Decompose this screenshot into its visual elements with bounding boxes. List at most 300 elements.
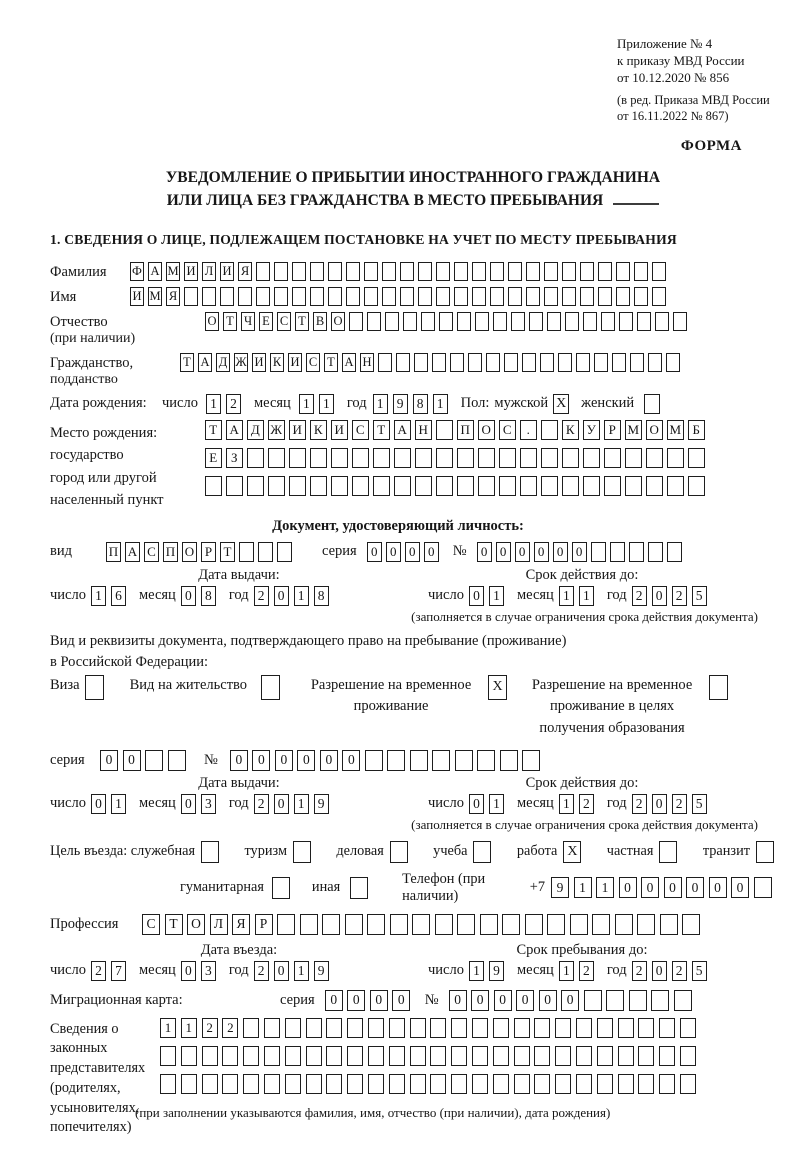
cell-box[interactable] bbox=[638, 1074, 654, 1094]
cell-box[interactable]: 0 bbox=[449, 990, 467, 1011]
cell-box[interactable] bbox=[349, 312, 363, 331]
cell-box[interactable]: 0 bbox=[534, 542, 549, 562]
cell-box[interactable]: И bbox=[184, 262, 198, 281]
cell-box[interactable] bbox=[385, 312, 399, 331]
cell-box[interactable] bbox=[646, 476, 663, 496]
cell-box[interactable] bbox=[648, 353, 662, 372]
cell-box[interactable]: 1 bbox=[206, 394, 221, 414]
cell-box[interactable] bbox=[331, 476, 348, 496]
cell-box[interactable] bbox=[625, 476, 642, 496]
cell-box[interactable] bbox=[591, 542, 606, 562]
cell-box[interactable] bbox=[534, 1046, 550, 1066]
cell-box[interactable] bbox=[300, 914, 318, 935]
birthplace-cells-row3[interactable] bbox=[205, 476, 709, 496]
cell-box[interactable]: 3 bbox=[201, 794, 216, 814]
cell-box[interactable]: А bbox=[198, 353, 212, 372]
cell-box[interactable]: Т bbox=[223, 312, 237, 331]
cell-box[interactable] bbox=[534, 1018, 550, 1038]
residence-series-cells[interactable] bbox=[100, 750, 190, 771]
cell-box[interactable]: 2 bbox=[672, 586, 687, 606]
stay-year-cells[interactable] bbox=[632, 961, 712, 981]
surname-cells[interactable] bbox=[130, 262, 670, 281]
cell-box[interactable]: О bbox=[187, 914, 205, 935]
cell-box[interactable] bbox=[565, 312, 579, 331]
cell-box[interactable] bbox=[562, 262, 576, 281]
cell-box[interactable] bbox=[499, 476, 516, 496]
cell-box[interactable] bbox=[472, 1074, 488, 1094]
cell-box[interactable] bbox=[285, 1074, 301, 1094]
cell-box[interactable]: 0 bbox=[664, 877, 682, 898]
cell-box[interactable] bbox=[394, 476, 411, 496]
cell-box[interactable] bbox=[268, 476, 285, 496]
cell-box[interactable] bbox=[382, 287, 396, 306]
cell-box[interactable]: С bbox=[499, 420, 516, 440]
cell-box[interactable] bbox=[455, 750, 473, 771]
cell-box[interactable] bbox=[629, 990, 647, 1011]
cell-box[interactable] bbox=[562, 448, 579, 468]
cell-box[interactable] bbox=[584, 990, 602, 1011]
cell-box[interactable]: И bbox=[130, 287, 144, 306]
cell-box[interactable]: О bbox=[331, 312, 345, 331]
cell-box[interactable]: 0 bbox=[181, 794, 196, 814]
cell-box[interactable] bbox=[576, 1074, 592, 1094]
cell-box[interactable] bbox=[415, 476, 432, 496]
issue-month-cells[interactable] bbox=[181, 586, 221, 606]
cell-box[interactable]: П bbox=[457, 420, 474, 440]
cell-box[interactable] bbox=[529, 312, 543, 331]
cell-box[interactable]: Л bbox=[202, 262, 216, 281]
cell-box[interactable]: 5 bbox=[692, 961, 707, 981]
cell-box[interactable] bbox=[368, 1018, 384, 1038]
cell-box[interactable]: Ф bbox=[130, 262, 144, 281]
cell-box[interactable]: 8 bbox=[314, 586, 329, 606]
cell-box[interactable] bbox=[435, 914, 453, 935]
cell-box[interactable]: А bbox=[226, 420, 243, 440]
cell-box[interactable]: А bbox=[394, 420, 411, 440]
birth-month-cells[interactable] bbox=[299, 394, 339, 414]
cell-box[interactable] bbox=[258, 542, 273, 562]
cell-box[interactable] bbox=[328, 262, 342, 281]
cell-box[interactable] bbox=[486, 353, 500, 372]
cell-box[interactable]: В bbox=[313, 312, 327, 331]
cell-box[interactable]: О bbox=[182, 542, 197, 562]
cell-box[interactable] bbox=[457, 914, 475, 935]
cell-box[interactable]: 9 bbox=[314, 961, 329, 981]
cell-box[interactable] bbox=[389, 1046, 405, 1066]
cell-box[interactable]: Д bbox=[216, 353, 230, 372]
cell-box[interactable] bbox=[436, 448, 453, 468]
cell-box[interactable] bbox=[243, 1046, 259, 1066]
cell-box[interactable]: 0 bbox=[477, 542, 492, 562]
cell-box[interactable]: 0 bbox=[392, 990, 410, 1011]
cell-box[interactable]: 2 bbox=[226, 394, 241, 414]
cell-box[interactable] bbox=[500, 750, 518, 771]
cell-box[interactable] bbox=[667, 476, 684, 496]
cell-box[interactable]: Ж bbox=[268, 420, 285, 440]
cell-box[interactable] bbox=[592, 914, 610, 935]
cell-box[interactable] bbox=[580, 262, 594, 281]
valid-day-cells[interactable] bbox=[469, 586, 509, 606]
cell-box[interactable] bbox=[373, 448, 390, 468]
cell-box[interactable] bbox=[289, 448, 306, 468]
cell-box[interactable]: 1 bbox=[433, 394, 448, 414]
cell-box[interactable]: Т bbox=[324, 353, 338, 372]
cell-box[interactable]: 0 bbox=[539, 990, 557, 1011]
cell-box[interactable] bbox=[646, 448, 663, 468]
representatives-cells-row1[interactable] bbox=[160, 1018, 701, 1038]
cell-box[interactable] bbox=[347, 1074, 363, 1094]
cell-box[interactable]: 0 bbox=[252, 750, 270, 771]
cell-box[interactable] bbox=[310, 476, 327, 496]
cell-box[interactable]: 1 bbox=[294, 961, 309, 981]
birthplace-cells-row1[interactable] bbox=[205, 420, 709, 440]
cell-box[interactable]: 0 bbox=[516, 990, 534, 1011]
cell-box[interactable]: 1 bbox=[574, 877, 592, 898]
purpose-transit-checkbox[interactable] bbox=[756, 841, 774, 863]
issue-year-cells[interactable] bbox=[254, 586, 334, 606]
cell-box[interactable] bbox=[368, 1074, 384, 1094]
cell-box[interactable] bbox=[368, 1046, 384, 1066]
cell-box[interactable] bbox=[666, 353, 680, 372]
cell-box[interactable] bbox=[292, 287, 306, 306]
cell-box[interactable]: З bbox=[226, 448, 243, 468]
cell-box[interactable]: 0 bbox=[181, 586, 196, 606]
cell-box[interactable] bbox=[688, 448, 705, 468]
cell-box[interactable]: П bbox=[163, 542, 178, 562]
cell-box[interactable] bbox=[638, 1046, 654, 1066]
cell-box[interactable]: С bbox=[277, 312, 291, 331]
cell-box[interactable]: 2 bbox=[672, 794, 687, 814]
cell-box[interactable]: 0 bbox=[274, 586, 289, 606]
cell-box[interactable]: 2 bbox=[579, 961, 594, 981]
cell-box[interactable]: Е bbox=[205, 448, 222, 468]
cell-box[interactable] bbox=[239, 542, 254, 562]
cell-box[interactable]: 1 bbox=[596, 877, 614, 898]
cell-box[interactable]: 0 bbox=[181, 961, 196, 981]
cell-box[interactable] bbox=[504, 353, 518, 372]
cell-box[interactable]: Т bbox=[205, 420, 222, 440]
cell-box[interactable] bbox=[432, 750, 450, 771]
entry-year-cells[interactable] bbox=[254, 961, 334, 981]
cell-box[interactable] bbox=[558, 353, 572, 372]
stay-day-cells[interactable] bbox=[469, 961, 509, 981]
cell-box[interactable] bbox=[597, 1074, 613, 1094]
cell-box[interactable] bbox=[418, 287, 432, 306]
valid-year-cells[interactable] bbox=[632, 586, 712, 606]
cell-box[interactable] bbox=[655, 312, 669, 331]
cell-box[interactable] bbox=[264, 1074, 280, 1094]
cell-box[interactable] bbox=[432, 353, 446, 372]
cell-box[interactable]: 1 bbox=[559, 961, 574, 981]
res-issue-year-cells[interactable] bbox=[254, 794, 334, 814]
cell-box[interactable] bbox=[436, 476, 453, 496]
cell-box[interactable]: 1 bbox=[373, 394, 388, 414]
cell-box[interactable] bbox=[477, 750, 495, 771]
cell-box[interactable]: 0 bbox=[274, 961, 289, 981]
cell-box[interactable] bbox=[181, 1046, 197, 1066]
cell-box[interactable] bbox=[451, 1046, 467, 1066]
cell-box[interactable] bbox=[522, 353, 536, 372]
cell-box[interactable] bbox=[472, 262, 486, 281]
cell-box[interactable] bbox=[451, 1074, 467, 1094]
cell-box[interactable]: 2 bbox=[202, 1018, 218, 1038]
cell-box[interactable]: 1 bbox=[160, 1018, 176, 1038]
cell-box[interactable] bbox=[674, 990, 692, 1011]
cell-box[interactable] bbox=[472, 1018, 488, 1038]
cell-box[interactable]: 1 bbox=[91, 586, 106, 606]
cell-box[interactable] bbox=[667, 448, 684, 468]
cell-box[interactable]: 0 bbox=[641, 877, 659, 898]
cell-box[interactable]: 2 bbox=[632, 961, 647, 981]
cell-box[interactable]: И bbox=[288, 353, 302, 372]
cell-box[interactable] bbox=[306, 1018, 322, 1038]
cell-box[interactable] bbox=[583, 312, 597, 331]
cell-box[interactable]: 2 bbox=[254, 794, 269, 814]
cell-box[interactable]: 0 bbox=[494, 990, 512, 1011]
cell-box[interactable] bbox=[160, 1046, 176, 1066]
cell-box[interactable]: 9 bbox=[551, 877, 569, 898]
cell-box[interactable] bbox=[659, 1046, 675, 1066]
phone-cells[interactable] bbox=[551, 877, 776, 898]
cell-box[interactable]: 0 bbox=[469, 586, 484, 606]
cell-box[interactable] bbox=[478, 448, 495, 468]
cell-box[interactable]: С bbox=[142, 914, 160, 935]
profession-cells[interactable] bbox=[142, 914, 705, 935]
cell-box[interactable] bbox=[346, 262, 360, 281]
patronymic-cells[interactable] bbox=[205, 312, 691, 331]
cell-box[interactable] bbox=[439, 312, 453, 331]
cell-box[interactable]: Н bbox=[360, 353, 374, 372]
cell-box[interactable] bbox=[347, 1018, 363, 1038]
cell-box[interactable]: Р bbox=[255, 914, 273, 935]
cell-box[interactable] bbox=[490, 262, 504, 281]
res-valid-month-cells[interactable] bbox=[559, 794, 599, 814]
cell-box[interactable] bbox=[274, 262, 288, 281]
cell-box[interactable] bbox=[625, 448, 642, 468]
cell-box[interactable]: 0 bbox=[652, 586, 667, 606]
cell-box[interactable] bbox=[310, 448, 327, 468]
residence-number-cells[interactable] bbox=[230, 750, 545, 771]
res-valid-year-cells[interactable] bbox=[632, 794, 712, 814]
cell-box[interactable]: 1 bbox=[489, 586, 504, 606]
cell-box[interactable]: 9 bbox=[489, 961, 504, 981]
cell-box[interactable] bbox=[367, 312, 381, 331]
purpose-work-checkbox[interactable]: X bbox=[563, 841, 581, 863]
cell-box[interactable] bbox=[601, 312, 615, 331]
cell-box[interactable] bbox=[346, 287, 360, 306]
cell-box[interactable]: 1 bbox=[489, 794, 504, 814]
cell-box[interactable] bbox=[493, 312, 507, 331]
res-valid-day-cells[interactable] bbox=[469, 794, 509, 814]
cell-box[interactable]: 1 bbox=[181, 1018, 197, 1038]
cell-box[interactable] bbox=[604, 448, 621, 468]
cell-box[interactable] bbox=[264, 1046, 280, 1066]
cell-box[interactable] bbox=[652, 262, 666, 281]
cell-box[interactable]: 0 bbox=[471, 990, 489, 1011]
cell-box[interactable] bbox=[652, 287, 666, 306]
cell-box[interactable] bbox=[306, 1074, 322, 1094]
cell-box[interactable]: 0 bbox=[370, 990, 388, 1011]
cell-box[interactable]: 0 bbox=[572, 542, 587, 562]
citizenship-cells[interactable] bbox=[180, 353, 684, 372]
cell-box[interactable] bbox=[378, 353, 392, 372]
cell-box[interactable]: 2 bbox=[254, 961, 269, 981]
cell-box[interactable] bbox=[544, 287, 558, 306]
cell-box[interactable] bbox=[306, 1046, 322, 1066]
cell-box[interactable] bbox=[514, 1074, 530, 1094]
cell-box[interactable] bbox=[247, 476, 264, 496]
cell-box[interactable] bbox=[364, 262, 378, 281]
cell-box[interactable]: М bbox=[625, 420, 642, 440]
cell-box[interactable] bbox=[541, 420, 558, 440]
cell-box[interactable]: Р bbox=[201, 542, 216, 562]
cell-box[interactable]: 2 bbox=[579, 794, 594, 814]
cell-box[interactable] bbox=[555, 1074, 571, 1094]
cell-box[interactable] bbox=[436, 420, 453, 440]
cell-box[interactable]: 0 bbox=[496, 542, 511, 562]
cell-box[interactable] bbox=[238, 287, 252, 306]
cell-box[interactable] bbox=[450, 353, 464, 372]
cell-box[interactable] bbox=[682, 914, 700, 935]
cell-box[interactable] bbox=[243, 1074, 259, 1094]
cell-box[interactable] bbox=[326, 1046, 342, 1066]
cell-box[interactable]: С bbox=[352, 420, 369, 440]
cell-box[interactable] bbox=[659, 1018, 675, 1038]
cell-box[interactable] bbox=[583, 448, 600, 468]
cell-box[interactable] bbox=[493, 1074, 509, 1094]
cell-box[interactable]: 0 bbox=[515, 542, 530, 562]
cell-box[interactable]: 2 bbox=[672, 961, 687, 981]
cell-box[interactable] bbox=[457, 312, 471, 331]
cell-box[interactable]: 1 bbox=[294, 586, 309, 606]
cell-box[interactable]: Я bbox=[232, 914, 250, 935]
cell-box[interactable] bbox=[637, 914, 655, 935]
cell-box[interactable] bbox=[618, 1018, 634, 1038]
cell-box[interactable]: Я bbox=[238, 262, 252, 281]
cell-box[interactable]: Т bbox=[373, 420, 390, 440]
cell-box[interactable] bbox=[526, 287, 540, 306]
cell-box[interactable]: А bbox=[125, 542, 140, 562]
entry-month-cells[interactable] bbox=[181, 961, 221, 981]
cell-box[interactable] bbox=[540, 353, 554, 372]
cell-box[interactable] bbox=[277, 914, 295, 935]
cell-box[interactable] bbox=[430, 1046, 446, 1066]
cell-box[interactable] bbox=[145, 750, 163, 771]
cell-box[interactable] bbox=[181, 1074, 197, 1094]
cell-box[interactable]: 0 bbox=[652, 961, 667, 981]
cell-box[interactable] bbox=[415, 448, 432, 468]
visa-checkbox[interactable] bbox=[85, 675, 104, 700]
cell-box[interactable] bbox=[400, 287, 414, 306]
cell-box[interactable]: Б bbox=[688, 420, 705, 440]
purpose-study-checkbox[interactable] bbox=[473, 841, 491, 863]
issue-day-cells[interactable] bbox=[91, 586, 131, 606]
representatives-cells-row2[interactable] bbox=[160, 1046, 701, 1066]
cell-box[interactable] bbox=[604, 476, 621, 496]
cell-box[interactable] bbox=[555, 1046, 571, 1066]
cell-box[interactable]: 0 bbox=[230, 750, 248, 771]
cell-box[interactable] bbox=[328, 287, 342, 306]
cell-box[interactable] bbox=[520, 448, 537, 468]
cell-box[interactable]: И bbox=[252, 353, 266, 372]
cell-box[interactable] bbox=[264, 1018, 280, 1038]
cell-box[interactable] bbox=[418, 262, 432, 281]
cell-box[interactable] bbox=[410, 1074, 426, 1094]
cell-box[interactable]: 2 bbox=[632, 794, 647, 814]
cell-box[interactable] bbox=[616, 287, 630, 306]
doc-number-cells[interactable] bbox=[477, 542, 686, 562]
cell-box[interactable] bbox=[680, 1074, 696, 1094]
cell-box[interactable] bbox=[555, 1018, 571, 1038]
cell-box[interactable] bbox=[606, 990, 624, 1011]
cell-box[interactable]: Н bbox=[415, 420, 432, 440]
purpose-humanitarian-checkbox[interactable] bbox=[272, 877, 290, 899]
cell-box[interactable] bbox=[576, 1018, 592, 1038]
cell-box[interactable]: М bbox=[148, 287, 162, 306]
cell-box[interactable] bbox=[541, 448, 558, 468]
purpose-tourism-checkbox[interactable] bbox=[293, 841, 311, 863]
cell-box[interactable]: 9 bbox=[393, 394, 408, 414]
cell-box[interactable] bbox=[616, 262, 630, 281]
cell-box[interactable] bbox=[222, 1074, 238, 1094]
cell-box[interactable] bbox=[410, 750, 428, 771]
cell-box[interactable]: 0 bbox=[424, 542, 439, 562]
cell-box[interactable]: 9 bbox=[314, 794, 329, 814]
cell-box[interactable] bbox=[289, 476, 306, 496]
cell-box[interactable]: О bbox=[646, 420, 663, 440]
cell-box[interactable]: 0 bbox=[297, 750, 315, 771]
cell-box[interactable] bbox=[184, 287, 198, 306]
cell-box[interactable] bbox=[472, 1046, 488, 1066]
cell-box[interactable] bbox=[457, 448, 474, 468]
cell-box[interactable] bbox=[634, 262, 648, 281]
cell-box[interactable]: 0 bbox=[100, 750, 118, 771]
birthplace-cells-row2[interactable] bbox=[205, 448, 709, 468]
cell-box[interactable] bbox=[478, 476, 495, 496]
cell-box[interactable]: 0 bbox=[347, 990, 365, 1011]
cell-box[interactable] bbox=[597, 1046, 613, 1066]
cell-box[interactable] bbox=[412, 914, 430, 935]
cell-box[interactable]: 1 bbox=[559, 794, 574, 814]
cell-box[interactable] bbox=[436, 262, 450, 281]
cell-box[interactable]: И bbox=[331, 420, 348, 440]
cell-box[interactable] bbox=[256, 262, 270, 281]
cell-box[interactable]: 3 bbox=[201, 961, 216, 981]
cell-box[interactable] bbox=[382, 262, 396, 281]
cell-box[interactable]: 0 bbox=[325, 990, 343, 1011]
cell-box[interactable] bbox=[396, 353, 410, 372]
cell-box[interactable] bbox=[410, 1046, 426, 1066]
cell-box[interactable] bbox=[576, 1046, 592, 1066]
cell-box[interactable]: Ч bbox=[241, 312, 255, 331]
migcard-number-cells[interactable] bbox=[449, 990, 697, 1011]
res-issue-day-cells[interactable] bbox=[91, 794, 131, 814]
cell-box[interactable] bbox=[226, 476, 243, 496]
cell-box[interactable]: 0 bbox=[405, 542, 420, 562]
cell-box[interactable] bbox=[436, 287, 450, 306]
cell-box[interactable] bbox=[673, 312, 687, 331]
cell-box[interactable]: Р bbox=[604, 420, 621, 440]
cell-box[interactable] bbox=[454, 287, 468, 306]
purpose-business-checkbox[interactable] bbox=[390, 841, 408, 863]
cell-box[interactable] bbox=[292, 262, 306, 281]
cell-box[interactable]: 0 bbox=[686, 877, 704, 898]
cell-box[interactable]: С bbox=[306, 353, 320, 372]
cell-box[interactable]: Т bbox=[295, 312, 309, 331]
cell-box[interactable] bbox=[256, 287, 270, 306]
cell-box[interactable] bbox=[547, 914, 565, 935]
cell-box[interactable] bbox=[430, 1074, 446, 1094]
